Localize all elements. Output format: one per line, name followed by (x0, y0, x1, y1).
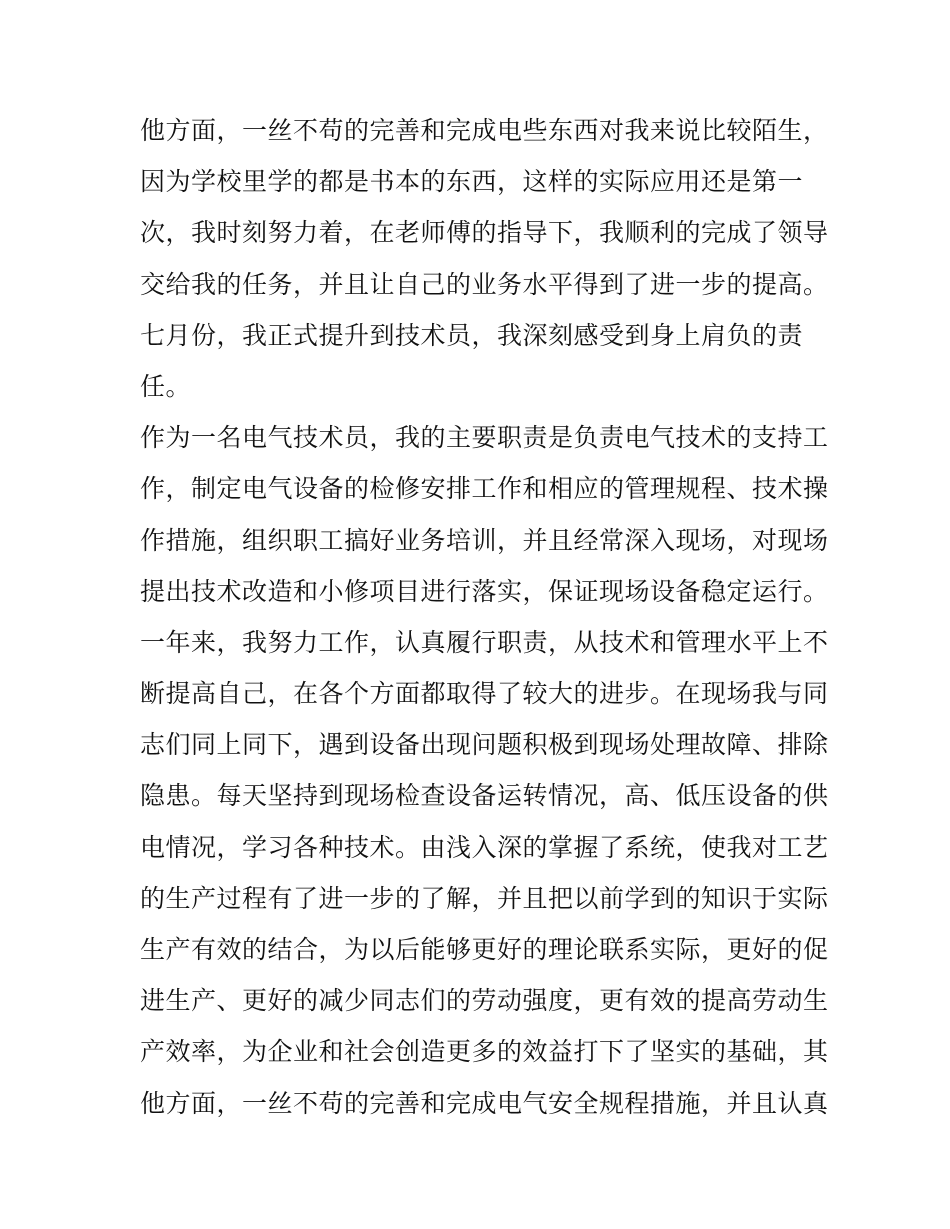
text-line: 因为学校里学的都是书本的东西，这样的实际应用还是第一 (140, 167, 804, 197)
text-line: 提出技术改造和小修项目进行落实，保证现场设备稳定运行。 (140, 576, 829, 606)
text-line: 七月份，我正式提升到技术员，我深刻感受到身上肩负的责 (140, 320, 804, 350)
text-line: 他方面，一丝不苟的完善和完成电些东西对我来说比较陌生， (140, 116, 829, 145)
text-line: 的生产过程有了进一步的了解，并且把以前学到的知识于实际 (140, 883, 829, 913)
text-line: 次，我时刻努力着，在老师傅的指导下，我顺利的完成了领导 (140, 218, 829, 248)
body-text (140, 105, 829, 1129)
text-line: 断提高自己，在各个方面都取得了较大的进步。在现场我与同 (140, 679, 829, 709)
text-line: 任。 (140, 371, 192, 401)
text-line: 作措施，组织职工搞好业务培训，并且经常深入现场，对现场 (140, 525, 829, 555)
text-line: 生产有效的结合，为以后能够更好的理论联系实际，更好的促 (140, 935, 829, 964)
text-line: 他方面，一丝不苟的完善和完成电气安全规程措施，并且认真 (140, 1088, 829, 1118)
text-line: 产效率，为企业和社会创造更多的效益打下了坚实的基础，其 (140, 1037, 829, 1067)
text-line: 隐患。每天坚持到现场检查设备运转情况，高、低压设备的供 (140, 781, 829, 811)
text-line: 一年来，我努力工作，认真履行职责，从技术和管理水平上不 (140, 627, 829, 657)
text-line: 作为一名电气技术员，我的主要职责是负责电气技术的支持工 (140, 423, 829, 453)
text-line: 进生产、更好的减少同志们的劳动强度，更有效的提高劳动生 (140, 986, 829, 1016)
text-line: 作，制定电气设备的检修安排工作和相应的管理规程、技术操 (140, 474, 829, 504)
text-line: 志们同上同下，遇到设备出现问题积极到现场处理故障、排除 (140, 730, 829, 760)
text-line: 交给我的任务，并且让自己的业务水平得到了进一步的提高。 (140, 269, 829, 299)
text-line: 电情况，学习各种技术。由浅入深的掌握了系统，使我对工艺 (140, 832, 829, 862)
